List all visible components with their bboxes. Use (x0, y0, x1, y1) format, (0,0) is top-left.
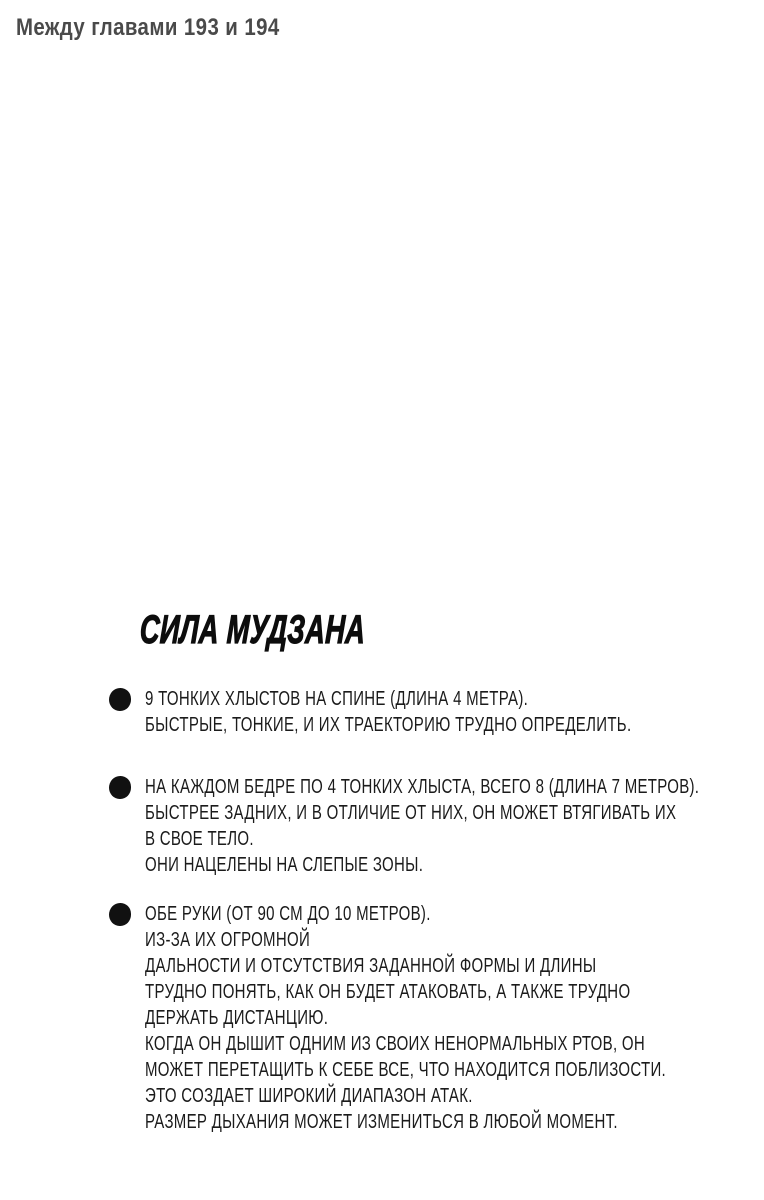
ability-line: ЭТО СОЗДАЕТ ШИРОКИЙ ДИАПАЗОН АТАК. (145, 1085, 473, 1107)
ability-line: В СВОЕ ТЕЛО. (145, 828, 254, 850)
ability-line: ОНИ НАЦЕЛЕНЫ НА СЛЕПЫЕ ЗОНЫ. (145, 854, 424, 876)
ability-line: НА КАЖДОМ БЕДРЕ ПО 4 ТОНКИХ ХЛЫСТА, ВСЕГО 8 (ДЛИНА 7 МЕТРОВ). (145, 776, 700, 798)
ability-line: ДЕРЖАТЬ ДИСТАНЦИЮ. (145, 1007, 329, 1029)
ability-line: БЫСТРЕЕ ЗАДНИХ, И В ОТЛИЧИЕ ОТ НИХ, ОН МОЖЕТ ВТЯГИВАТЬ ИХ (145, 802, 677, 824)
section-title: СИЛА МУДЗАНА (139, 608, 367, 652)
ability-list (109, 686, 749, 1135)
ability-line: ТРУДНО ПОНЯТЬ, КАК ОН БУДЕТ АТАКОВАТЬ, А ТАКЖЕ ТРУДНО (145, 981, 631, 1003)
ability-item (109, 901, 749, 1135)
ability-line: МОЖЕТ ПЕРЕТАЩИТЬ К СЕБЕ ВСЕ, ЧТО НАХОДИТСЯ ПОБЛИЗОСТИ. (145, 1059, 667, 1081)
ability-line: 9 ТОНКИХ ХЛЫСТОВ НА СПИНЕ (ДЛИНА 4 МЕТРА). (145, 688, 529, 710)
ability-text (145, 774, 749, 878)
ability-line: ИЗ-ЗА ИХ ОГРОМНОЙ (145, 929, 311, 951)
bullet-dot-icon (109, 688, 131, 711)
ability-line: ДАЛЬНОСТИ И ОТСУТСТВИЯ ЗАДАННОЙ ФОРМЫ И ДЛИНЫ (145, 955, 597, 977)
ability-text (145, 686, 749, 738)
bullet-dot-icon (109, 903, 131, 926)
ability-item (109, 686, 749, 738)
ability-text (145, 901, 749, 1135)
chapter-note: Между главами 193 и 194 (16, 14, 280, 41)
ability-line: РАЗМЕР ДЫХАНИЯ МОЖЕТ ИЗМЕНИТЬСЯ В ЛЮБОЙ МОМЕНТ. (145, 1111, 618, 1133)
bullet-dot-icon (109, 776, 131, 799)
ability-line: ОБЕ РУКИ (ОТ 90 СМ ДО 10 МЕТРОВ). (145, 903, 431, 925)
ability-line: БЫСТРЫЕ, ТОНКИЕ, И ИХ ТРАЕКТОРИЮ ТРУДНО ОПРЕДЕЛИТЬ. (145, 714, 632, 736)
ability-line: КОГДА ОН ДЫШИТ ОДНИМ ИЗ СВОИХ НЕНОРМАЛЬНЫХ РТОВ, ОН (145, 1033, 646, 1055)
ability-item (109, 774, 749, 878)
